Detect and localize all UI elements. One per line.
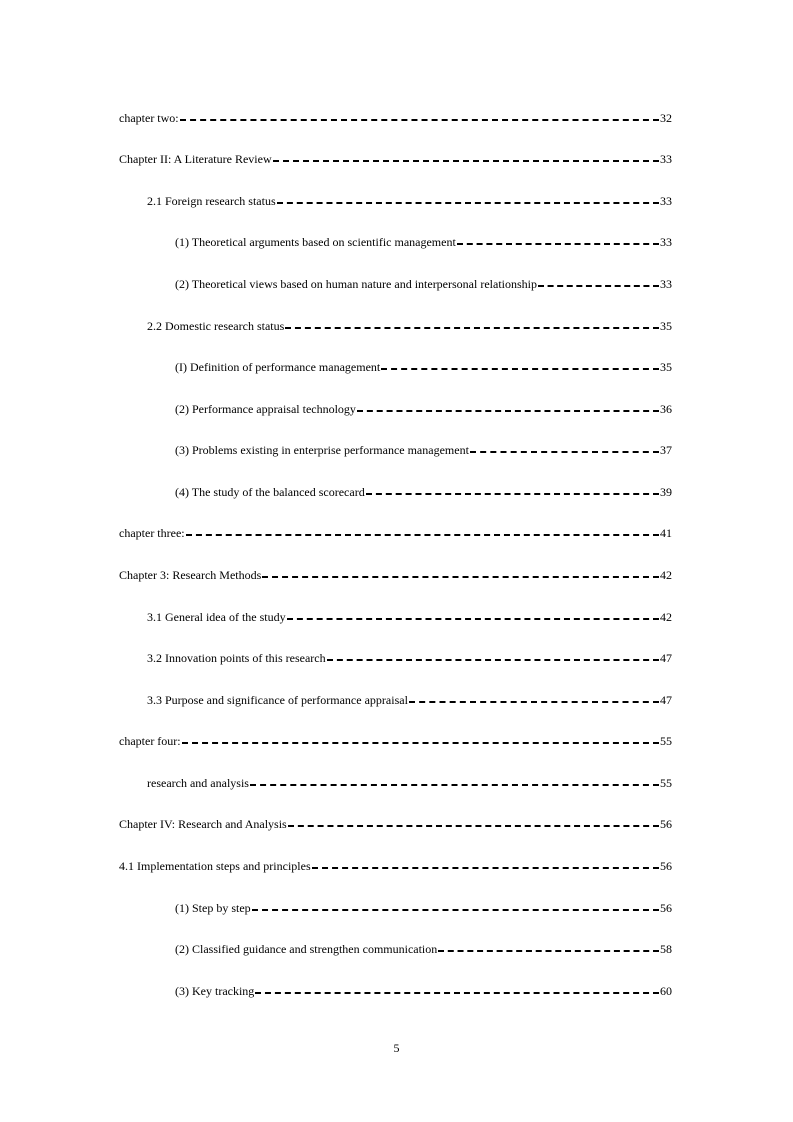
dot-leader (262, 576, 659, 578)
dot-leader (381, 368, 659, 370)
toc-entry[interactable] (175, 276, 672, 292)
dot-leader (277, 202, 659, 204)
toc-entry-page: 35 (660, 319, 672, 333)
toc-entry-page: 56 (660, 859, 672, 873)
dot-leader (255, 992, 659, 994)
toc-entry-page: 60 (660, 984, 672, 998)
dot-leader (357, 410, 659, 412)
dot-leader (438, 950, 659, 952)
toc-entry[interactable] (147, 650, 672, 666)
toc-entry-page: 37 (660, 443, 672, 457)
toc-entry[interactable] (147, 775, 672, 791)
toc-entry-title: (2) Performance appraisal technology (175, 402, 356, 416)
toc-entry[interactable] (175, 234, 672, 250)
toc-entry[interactable] (175, 359, 672, 375)
toc-entry-page: 33 (660, 235, 672, 249)
toc-entry-title: 3.1 General idea of the study (147, 610, 286, 624)
toc-entry-page: 55 (660, 734, 672, 748)
toc-entry[interactable] (147, 692, 672, 708)
dot-leader (366, 493, 659, 495)
toc-entry-page: 33 (660, 194, 672, 208)
toc-entry-page: 56 (660, 901, 672, 915)
toc-entry-title: (3) Key tracking (175, 984, 255, 998)
dot-leader (312, 867, 659, 869)
toc-entry-title: Chapter II: A Literature Review (119, 152, 272, 166)
toc-entry-title: Chapter 3: Research Methods (119, 568, 262, 582)
toc-entry[interactable] (175, 484, 672, 500)
page-number: 5 (393, 1041, 400, 1055)
toc-entry-page: 33 (660, 152, 672, 166)
toc-entry-title: chapter two: (119, 111, 179, 125)
toc-entry-page: 56 (660, 817, 672, 831)
toc-entry-page: 42 (660, 568, 672, 582)
toc-entry[interactable] (119, 525, 672, 541)
toc-entry-page: 42 (660, 610, 672, 624)
toc-entry-page: 55 (660, 776, 672, 790)
toc-entry[interactable] (175, 900, 672, 916)
toc-entry[interactable] (119, 567, 672, 583)
toc-entry[interactable] (175, 401, 672, 417)
dot-leader (250, 784, 659, 786)
toc-entry-title: 2.1 Foreign research status (147, 194, 276, 208)
toc-entry-title: 4.1 Implementation steps and principles (119, 859, 311, 873)
toc-entry[interactable] (119, 816, 672, 832)
toc-entry-title: (4) The study of the balanced scorecard (175, 485, 365, 499)
dot-leader (327, 659, 659, 661)
dot-leader (457, 243, 659, 245)
toc-entry-title: 3.3 Purpose and significance of performance appraisal (147, 693, 408, 707)
dot-leader (182, 742, 659, 744)
dot-leader (273, 160, 659, 162)
toc-entry-title: 3.2 Innovation points of this research (147, 651, 326, 665)
toc-entry-title: research and analysis (147, 776, 249, 790)
dot-leader (409, 701, 659, 703)
toc-entry-title: 2.2 Domestic research status (147, 319, 285, 333)
toc-entry-page: 36 (660, 402, 672, 416)
toc-entry-page: 47 (660, 651, 672, 665)
toc-entry-page: 47 (660, 693, 672, 707)
toc-entry[interactable] (147, 193, 672, 209)
toc-entry-title: (2) Classified guidance and strengthen communication (175, 942, 438, 956)
toc-entry-title: Chapter IV: Research and Analysis (119, 817, 287, 831)
toc-entry[interactable] (119, 110, 672, 126)
toc-entry-page: 32 (660, 111, 672, 125)
toc-entry-page: 39 (660, 485, 672, 499)
toc-entry-title: chapter four: (119, 734, 181, 748)
toc-entry[interactable] (175, 983, 672, 999)
toc-entry[interactable] (119, 858, 672, 874)
dot-leader (288, 825, 659, 827)
toc-entry[interactable] (119, 151, 672, 167)
toc-entry-title: (2) Theoretical views based on human nature and interpersonal relationship (175, 277, 537, 291)
dot-leader (180, 119, 659, 121)
toc-entry-page: 33 (660, 277, 672, 291)
toc-entry[interactable] (175, 941, 672, 957)
toc-entry-page: 35 (660, 360, 672, 374)
toc-entry[interactable] (147, 318, 672, 334)
toc-entry-title: (1) Step by step (175, 901, 251, 915)
toc-entry-title: (1) Theoretical arguments based on scientific management (175, 235, 456, 249)
toc-entry[interactable] (147, 609, 672, 625)
toc-entry[interactable] (119, 733, 672, 749)
dot-leader (285, 327, 659, 329)
toc-entry-title: (I) Definition of performance management (175, 360, 381, 374)
dot-leader (186, 534, 659, 536)
toc-entry-title: chapter three: (119, 526, 185, 540)
dot-leader (538, 285, 659, 287)
toc-entry-title: (3) Problems existing in enterprise performance management (175, 443, 469, 457)
dot-leader (252, 909, 659, 911)
dot-leader (470, 451, 659, 453)
toc-entry-page: 58 (660, 942, 672, 956)
toc-entry-page: 41 (660, 526, 672, 540)
toc-entry[interactable] (175, 442, 672, 458)
dot-leader (287, 618, 659, 620)
